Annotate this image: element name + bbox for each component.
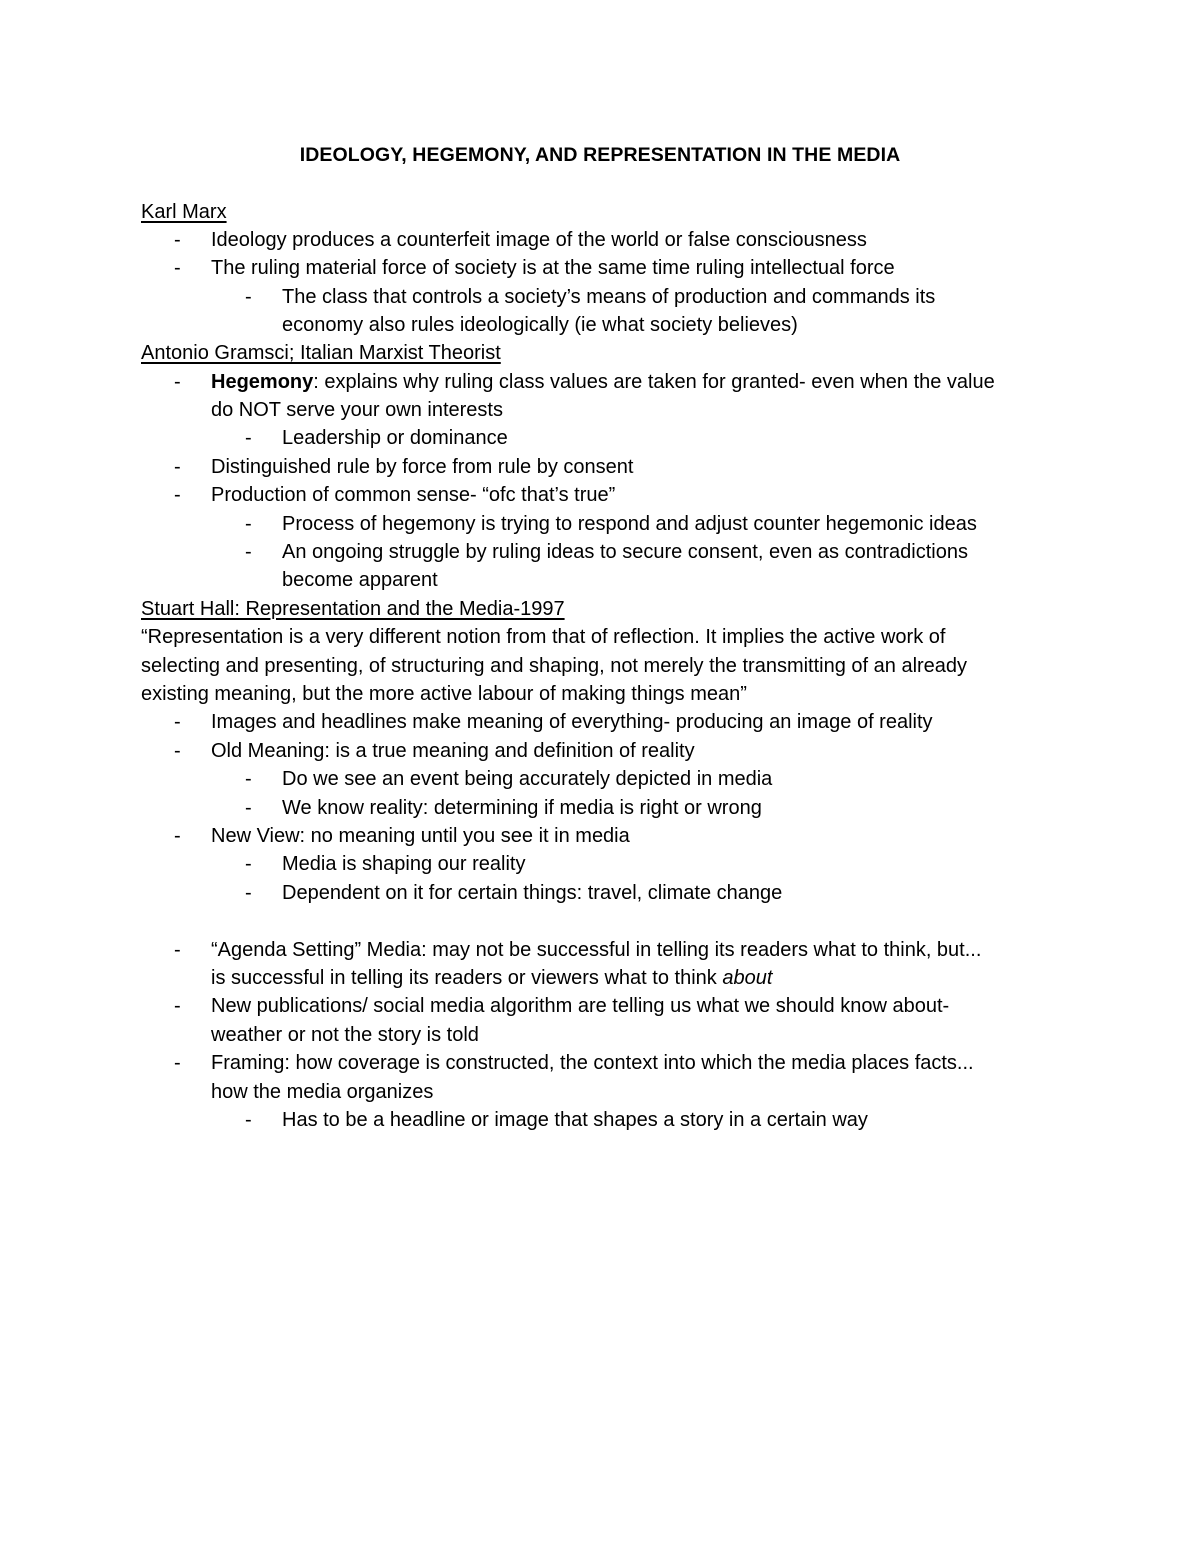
list-item: Do we see an event being accurately depicted in media — [282, 768, 773, 790]
list-item-continuation — [211, 964, 772, 992]
bullet-dash: - — [174, 995, 181, 1017]
list-item: New View: no meaning until you see it in media — [211, 825, 630, 847]
list-item: Dependent on it for certain things: travel, climate change — [282, 882, 783, 904]
definition-text: : explains why ruling class values are taken for granted- even when the value — [313, 371, 995, 393]
list-item: Has to be a headline or image that shapes a story in a certain way — [282, 1109, 868, 1131]
list-item: “Agenda Setting” Media: may not be successful in telling its readers what to think, but... — [211, 939, 982, 961]
list-item-continuation: how the media organizes — [211, 1081, 434, 1103]
quote-line: “Representation is a very different notion from that of reflection. It implies the active work of — [141, 626, 946, 648]
list-item: Distinguished rule by force from rule by consent — [211, 456, 634, 478]
bullet-dash: - — [245, 882, 252, 904]
bullet-dash: - — [245, 427, 252, 449]
agenda-text: is successful in telling its readers or viewers what to think — [211, 967, 723, 989]
list-item: Ideology produces a counterfeit image of the world or false consciousness — [211, 229, 867, 251]
section-heading-gramsci: Antonio Gramsci; Italian Marxist Theorist — [141, 342, 501, 364]
list-item: New publications/ social media algorithm are telling us what we should know about- — [211, 995, 950, 1017]
list-item: An ongoing struggle by ruling ideas to secure consent, even as contradictions — [282, 541, 968, 563]
quote-line: selecting and presenting, of structuring and shaping, not merely the transmitting of an already — [141, 655, 968, 677]
list-item: Production of common sense- “ofc that’s true” — [211, 484, 616, 506]
list-item: Leadership or dominance — [282, 427, 508, 449]
bullet-dash: - — [174, 711, 181, 733]
bullet-dash: - — [174, 1052, 181, 1074]
list-item — [211, 368, 995, 396]
emphasis-about: about — [722, 967, 773, 989]
bullet-dash: - — [174, 371, 181, 393]
bullet-dash: - — [245, 853, 252, 875]
bullet-dash: - — [174, 825, 181, 847]
list-item: Media is shaping our reality — [282, 853, 526, 875]
bullet-dash: - — [245, 513, 252, 535]
bullet-dash: - — [174, 257, 181, 279]
list-item: The class that controls a society’s means of production and commands its — [282, 286, 936, 308]
bullet-dash: - — [174, 229, 181, 251]
list-item: Framing: how coverage is constructed, the context into which the media places facts... — [211, 1052, 974, 1074]
list-item-continuation: do NOT serve your own interests — [211, 399, 503, 421]
list-item-continuation: become apparent — [282, 569, 438, 591]
section-heading-karl-marx: Karl Marx — [141, 201, 227, 223]
list-item: We know reality: determining if media is right or wrong — [282, 797, 762, 819]
list-item: The ruling material force of society is at the same time ruling intellectual force — [211, 257, 895, 279]
list-item: Images and headlines make meaning of everything- producing an image of reality — [211, 711, 933, 733]
document-title: IDEOLOGY, HEGEMONY, AND REPRESENTATION IN THE MEDIA — [299, 144, 901, 166]
list-item: Process of hegemony is trying to respond and adjust counter hegemonic ideas — [282, 513, 977, 535]
bullet-dash: - — [245, 286, 252, 308]
quote-line: existing meaning, but the more active labour of making things mean” — [141, 683, 747, 705]
bullet-dash: - — [174, 939, 181, 961]
bullet-dash: - — [174, 740, 181, 762]
bullet-dash: - — [245, 797, 252, 819]
list-item-continuation: economy also rules ideologically (ie what society believes) — [282, 314, 798, 336]
term-hegemony: Hegemony — [211, 371, 314, 393]
bullet-dash: - — [174, 484, 181, 506]
list-item: Old Meaning: is a true meaning and definition of reality — [211, 740, 695, 762]
bullet-dash: - — [245, 1109, 252, 1131]
bullet-dash: - — [174, 456, 181, 478]
bullet-dash: - — [245, 541, 252, 563]
list-item-continuation: weather or not the story is told — [211, 1024, 479, 1046]
bullet-dash: - — [245, 768, 252, 790]
section-heading-stuart-hall: Stuart Hall: Representation and the Media-1997 — [141, 598, 565, 620]
